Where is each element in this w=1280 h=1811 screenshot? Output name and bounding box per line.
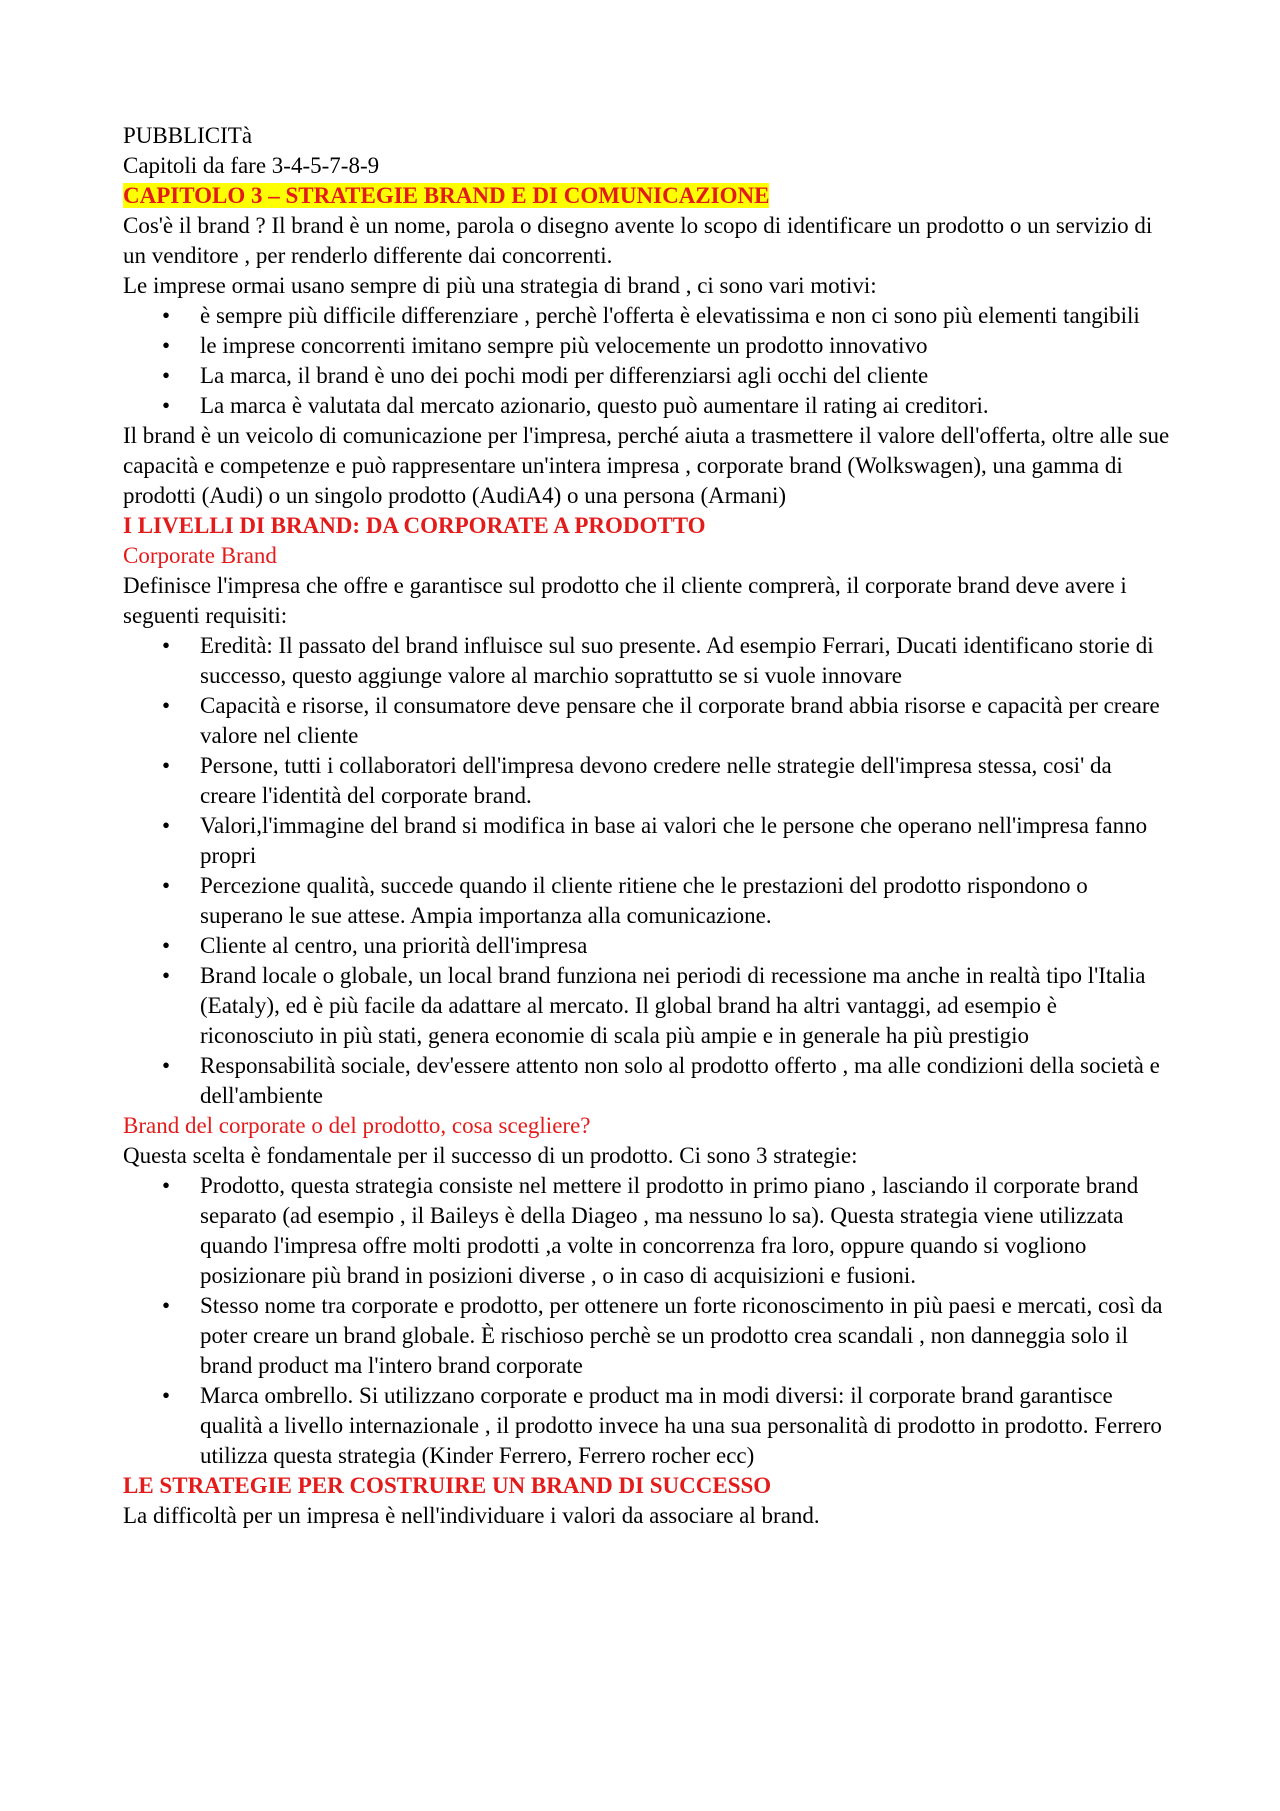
- list-item: • Eredità: Il passato del brand influisce sul suo presente. Ad esempio Ferrari, Ducati identificano storie di successo, questo aggiunge valore al marchio soprattutto se si vuole innovare: [123, 631, 1173, 691]
- list-item: • La marca è valutata dal mercato azionario, questo può aumentare il rating ai creditori.: [123, 391, 1173, 421]
- list-item: • Capacità e risorse, il consumatore deve pensare che il corporate brand abbia risorse e capacità per creare valore nel cliente: [123, 691, 1173, 751]
- motivi-intro: Le imprese ormai usano sempre di più una strategia di brand , ci sono vari motivi:: [123, 273, 877, 298]
- list-item: • Brand locale o globale, un local brand funziona nei periodi di recessione ma anche in realtà tipo l'Italia (Eataly), ed è più facile da adattare al mercato. Il global brand ha altri vantaggi, ad esempio è riconosciuto in più stati, genera economie di scala più ampie e in generale ha più prestigio: [123, 961, 1173, 1051]
- motivi-list: [123, 301, 1173, 421]
- list-item: • Persone, tutti i collaboratori dell'impresa devono credere nelle strategie dell'impresa stessa, cosi' da creare l'identità del corporate brand.: [123, 751, 1173, 811]
- strategie-list: [123, 1171, 1173, 1471]
- list-item: • Responsabilità sociale, dev'essere attento non solo al prodotto offerto , ma alle condizioni della società e dell'ambiente: [123, 1051, 1173, 1111]
- requisiti-list: [123, 631, 1173, 1111]
- list-item: • Cliente al centro, una priorità dell'impresa: [123, 931, 1173, 961]
- intro-paragraph: Cos'è il brand ? Il brand è un nome, parola o disegno avente lo scopo di identificare un prodotto o un servizio di un venditore , per renderlo differente dai concorrenti.: [123, 213, 1153, 268]
- list-item: • le imprese concorrenti imitano sempre più velocemente un prodotto innovativo: [123, 331, 1173, 361]
- list-item: • Percezione qualità, succede quando il cliente ritiene che le prestazioni del prodotto rispondono o superano le sue attese. Ampia importanza alla comunicazione.: [123, 871, 1173, 931]
- scelta-paragraph: Questa scelta è fondamentale per il successo di un prodotto. Ci sono 3 strategie:: [123, 1143, 858, 1168]
- chapter-heading: [123, 181, 1173, 211]
- chapter-heading-text: CAPITOLO 3 – STRATEGIE BRAND E DI COMUNICAZIONE: [123, 183, 770, 208]
- list-item: • Prodotto, questa strategia consiste nel mettere il prodotto in primo piano , lasciando il corporate brand separato (ad esempio , il Baileys è della Diageo , ma nessuno lo sa). Questa strategia viene utilizzata quando l'impresa offre molti prodotti ,a volte in concorrenza fra loro, oppure quando si vogliono posizionare più brand in posizioni diverse , o in caso di acquisizioni e fusioni.: [123, 1171, 1173, 1291]
- doc-subtitle: Capitoli da fare 3-4-5-7-8-9: [123, 153, 380, 178]
- final-paragraph: La difficoltà per un impresa è nell'individuare i valori da associare al brand.: [123, 1503, 820, 1528]
- corporate-subheading: Corporate Brand: [123, 543, 277, 568]
- doc-title: PUBBLICITà: [123, 123, 253, 148]
- list-item: • è sempre più difficile differenziare , perchè l'offerta è elevatissima e non ci sono più elementi tangibili: [123, 301, 1173, 331]
- strategie-heading: LE STRATEGIE PER COSTRUIRE UN BRAND DI SUCCESSO: [123, 1473, 772, 1498]
- document-page: [123, 121, 1173, 1531]
- brand-paragraph: Il brand è un veicolo di comunicazione per l'impresa, perché aiuta a trasmettere il valore dell'offerta, oltre alle sue capacità e competenze e può rappresentare un'intera impresa , corporate brand (Wolkswagen), una gamma di prodotti (Audi) o un singolo prodotto (AudiA4) o una persona (Armani): [123, 423, 1170, 508]
- scelta-subheading: Brand del corporate o del prodotto, cosa scegliere?: [123, 1113, 591, 1138]
- list-item: • Marca ombrello. Si utilizzano corporate e product ma in modi diversi: il corporate brand garantisce qualità a livello internazionale , il prodotto invece ha una sua personalità di prodotto in prodotto. Ferrero utilizza questa strategia (Kinder Ferrero, Ferrero rocher ecc): [123, 1381, 1173, 1471]
- list-item: • La marca, il brand è uno dei pochi modi per differenziarsi agli occhi del cliente: [123, 361, 1173, 391]
- corporate-paragraph: Definisce l'impresa che offre e garantisce sul prodotto che il cliente comprerà, il corporate brand deve avere i seguenti requisiti:: [123, 573, 1127, 628]
- livelli-heading: I LIVELLI DI BRAND: DA CORPORATE A PRODOTTO: [123, 513, 706, 538]
- list-item: • Stesso nome tra corporate e prodotto, per ottenere un forte riconoscimento in più paesi e mercati, così da poter creare un brand globale. È rischioso perchè se un prodotto crea scandali , non danneggia solo il brand product ma l'intero brand corporate: [123, 1291, 1173, 1381]
- list-item: • Valori,l'immagine del brand si modifica in base ai valori che le persone che operano nell'impresa fanno propri: [123, 811, 1173, 871]
